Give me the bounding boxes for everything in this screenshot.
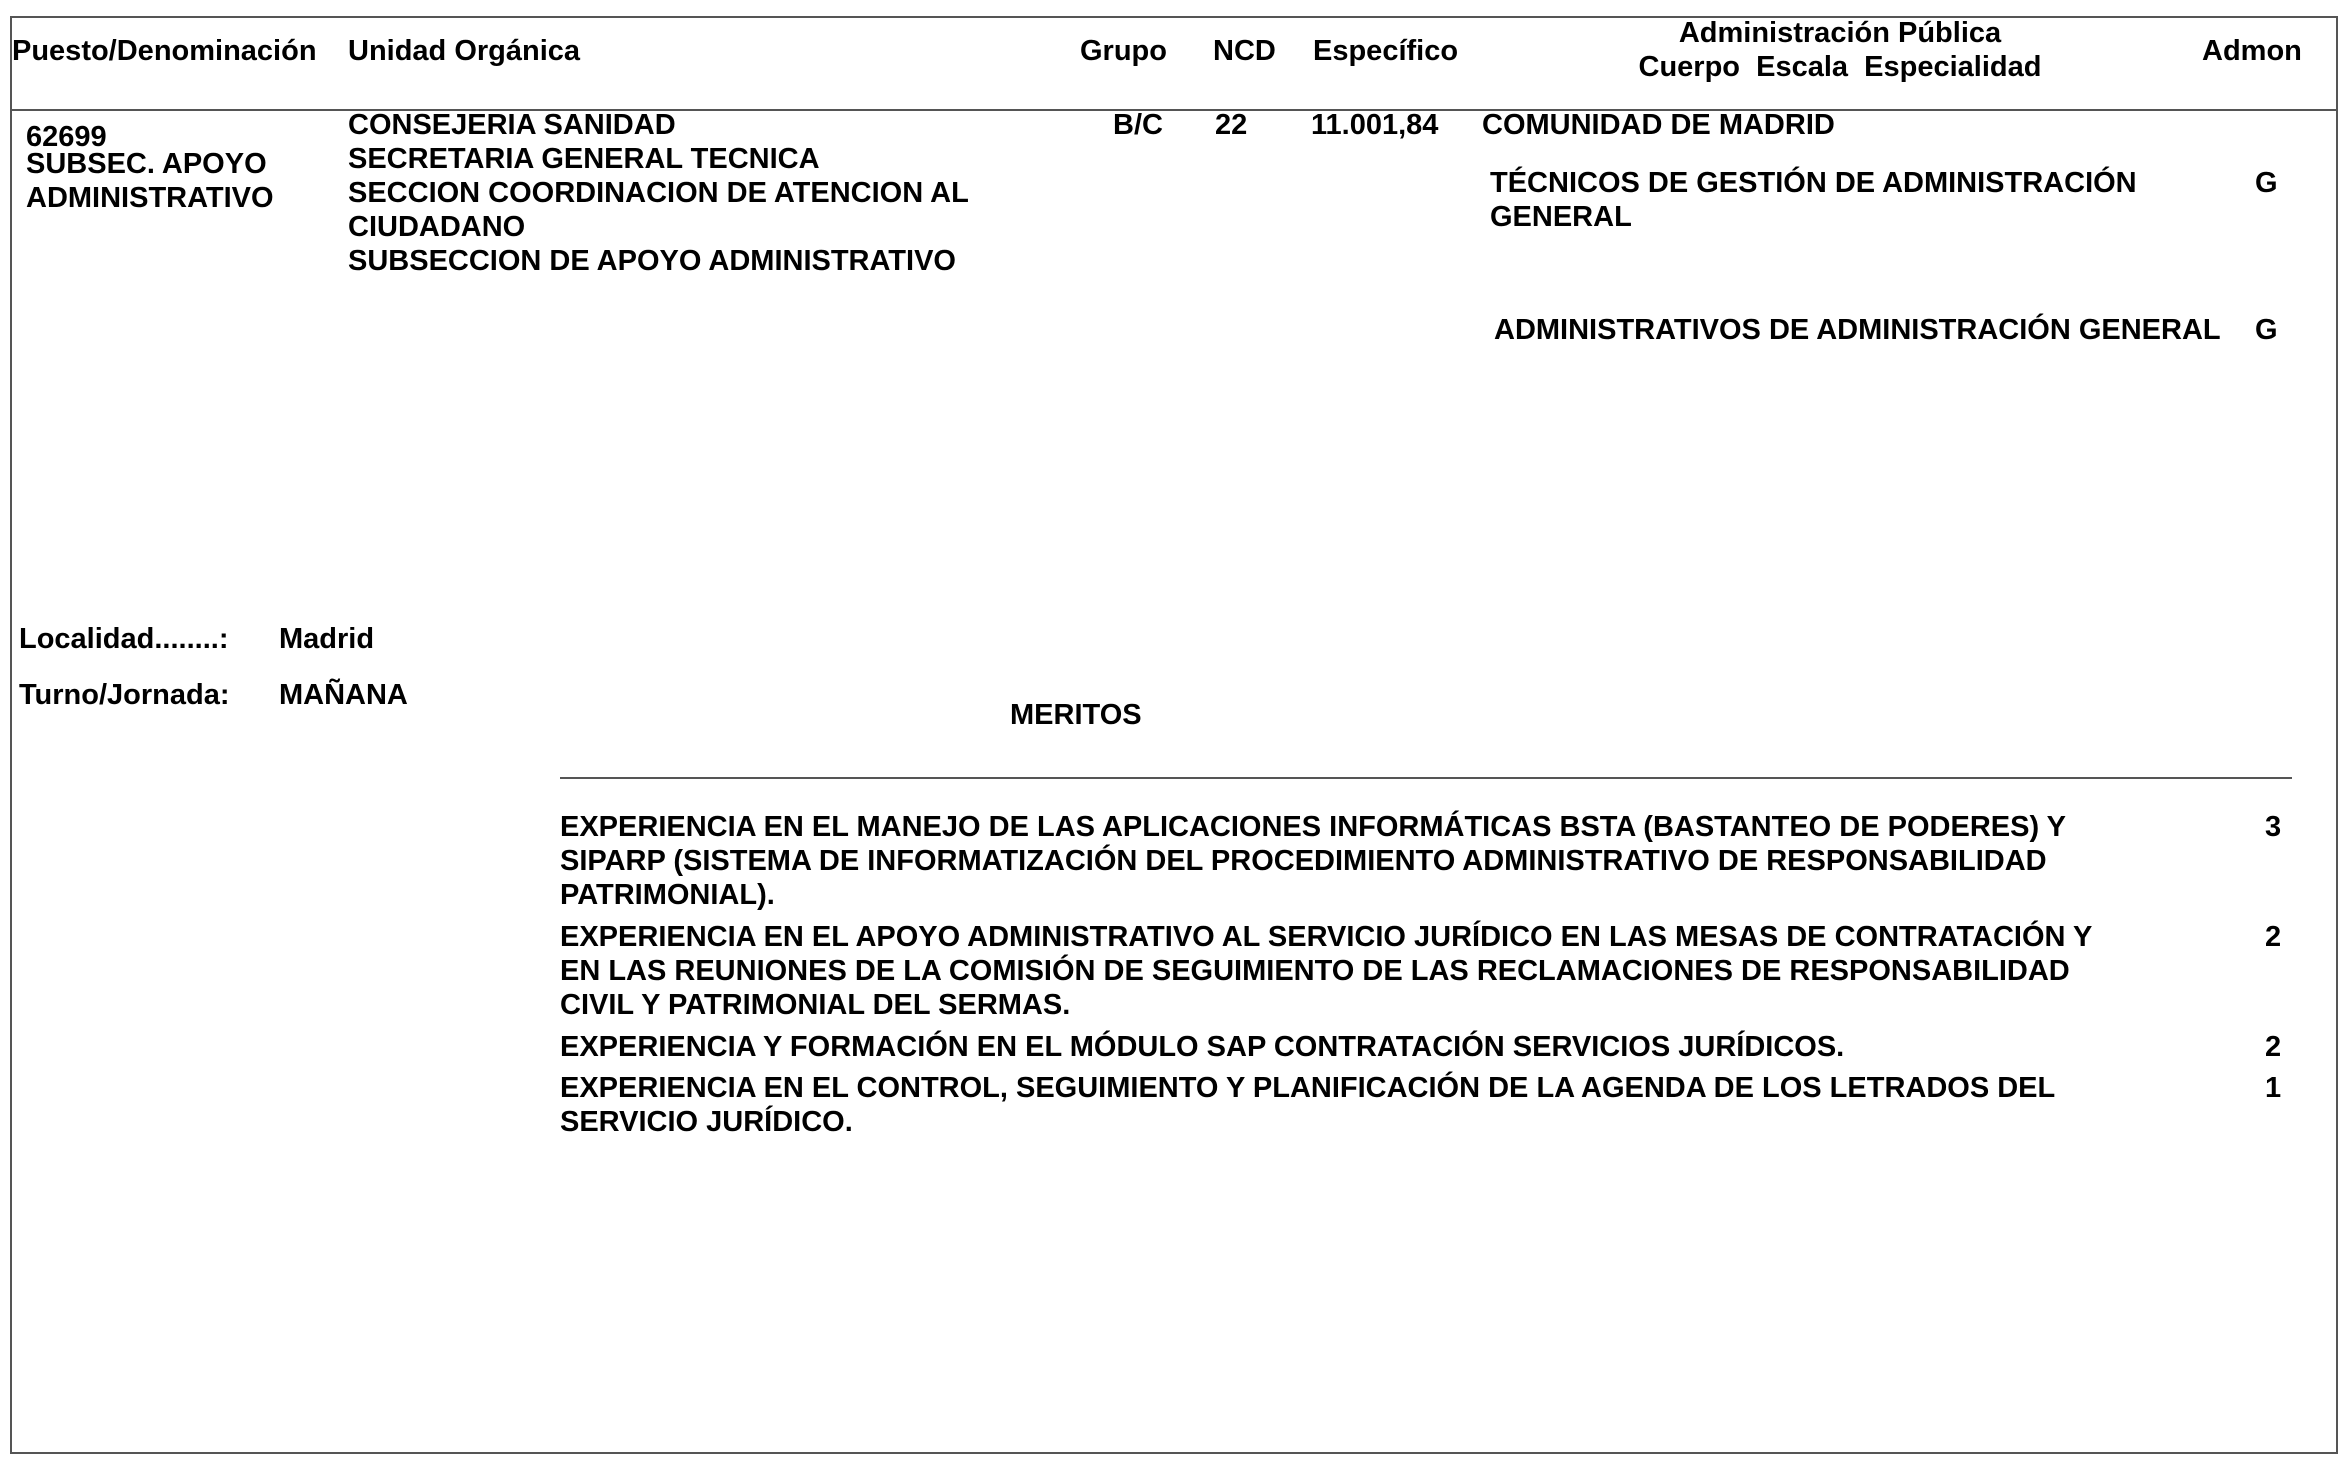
unidad-organica: [348, 108, 969, 278]
meritos-title: MERITOS: [1010, 699, 1142, 731]
ncd-value: 22: [1215, 109, 1248, 141]
unidad-line: SECRETARIA GENERAL TECNICA: [348, 143, 820, 175]
unidad-line: SUBSECCION DE APOYO ADMINISTRATIVO: [348, 245, 956, 277]
merito-line: SIPARP (SISTEMA DE INFORMATIZACIÓN DEL PROCEDIMIENTO ADMINISTRATIVO DE RESPONSABILIDAD: [560, 845, 2047, 877]
merito-line: EN LAS REUNIONES DE LA COMISIÓN DE SEGUIMIENTO DE LAS RECLAMACIONES DE RESPONSABILIDAD: [560, 955, 2070, 987]
merito-item: [560, 1071, 2055, 1139]
merito-line: PATRIMONIAL).: [560, 879, 775, 911]
localidad-value: Madrid: [279, 623, 375, 655]
header-unidad: Unidad Orgánica: [348, 35, 581, 67]
header-administracion: [1560, 16, 2120, 84]
turno-label: Turno/Jornada:: [19, 679, 230, 711]
header-admin-line1: Administración Pública: [1678, 17, 2002, 49]
merito-item: [560, 1030, 1844, 1064]
merito-item: [560, 810, 2066, 912]
cuerpo-1-line2: GENERAL: [1490, 201, 1632, 233]
merito-line: CIVIL Y PATRIMONIAL DEL SERMAS.: [560, 989, 1071, 1021]
unidad-line: CIUDADANO: [348, 211, 526, 243]
merito-line: EXPERIENCIA EN EL MANEJO DE LAS APLICACIONES INFORMÁTICAS BSTA (BASTANTEO DE PODERES) Y: [560, 811, 2066, 843]
unidad-line: SECCION COORDINACION DE ATENCION AL: [348, 177, 969, 209]
merito-line: EXPERIENCIA EN EL APOYO ADMINISTRATIVO AL SERVICIO JURÍDICO EN LAS MESAS DE CONTRATACIÓN Y: [560, 921, 2093, 953]
turno-value: MAÑANA: [279, 679, 408, 711]
merito-line: SERVICIO JURÍDICO.: [560, 1106, 853, 1138]
header-ncd: NCD: [1213, 35, 1276, 67]
puesto-name-line2: ADMINISTRATIVO: [26, 182, 274, 214]
cuerpo-1: [1490, 166, 2137, 234]
merito-points: 2: [2265, 1031, 2282, 1063]
cuerpo-1-admon: G: [2255, 167, 2278, 199]
header-grupo: Grupo: [1080, 35, 1167, 67]
merito-line: EXPERIENCIA Y FORMACIÓN EN EL MÓDULO SAP CONTRATACIÓN SERVICIOS JURÍDICOS.: [560, 1031, 1845, 1063]
merito-item: [560, 920, 2092, 1022]
header-puesto: Puesto/Denominación: [12, 35, 317, 67]
grupo-value: B/C: [1113, 109, 1163, 141]
header-admon: Admon: [2202, 35, 2302, 67]
localidad-label: Localidad........:: [19, 623, 229, 655]
merito-line: EXPERIENCIA EN EL CONTROL, SEGUIMIENTO Y PLANIFICACIÓN DE LA AGENDA DE LOS LETRADOS DEL: [560, 1072, 2056, 1104]
merito-points: 2: [2265, 921, 2282, 953]
merito-points: 1: [2265, 1072, 2282, 1104]
especifico-value: 11.001,84: [1311, 109, 1439, 141]
cuerpo-2-admon: G: [2255, 314, 2278, 346]
meritos-divider: [560, 777, 2292, 779]
header-especifico: Específico: [1313, 35, 1459, 67]
puesto-name-line1: SUBSEC. APOYO: [26, 148, 267, 180]
unidad-line: CONSEJERIA SANIDAD: [348, 109, 676, 141]
administracion-value: COMUNIDAD DE MADRID: [1482, 109, 1835, 141]
cuerpo-1-line1: TÉCNICOS DE GESTIÓN DE ADMINISTRACIÓN: [1490, 167, 2137, 199]
puesto-code: 62699: [26, 121, 107, 153]
header-admin-line2: Cuerpo Escala Especialidad: [1638, 51, 2042, 83]
merito-points: 3: [2265, 811, 2282, 843]
cuerpo-2: ADMINISTRATIVOS DE ADMINISTRACIÓN GENERAL: [1494, 314, 2221, 346]
